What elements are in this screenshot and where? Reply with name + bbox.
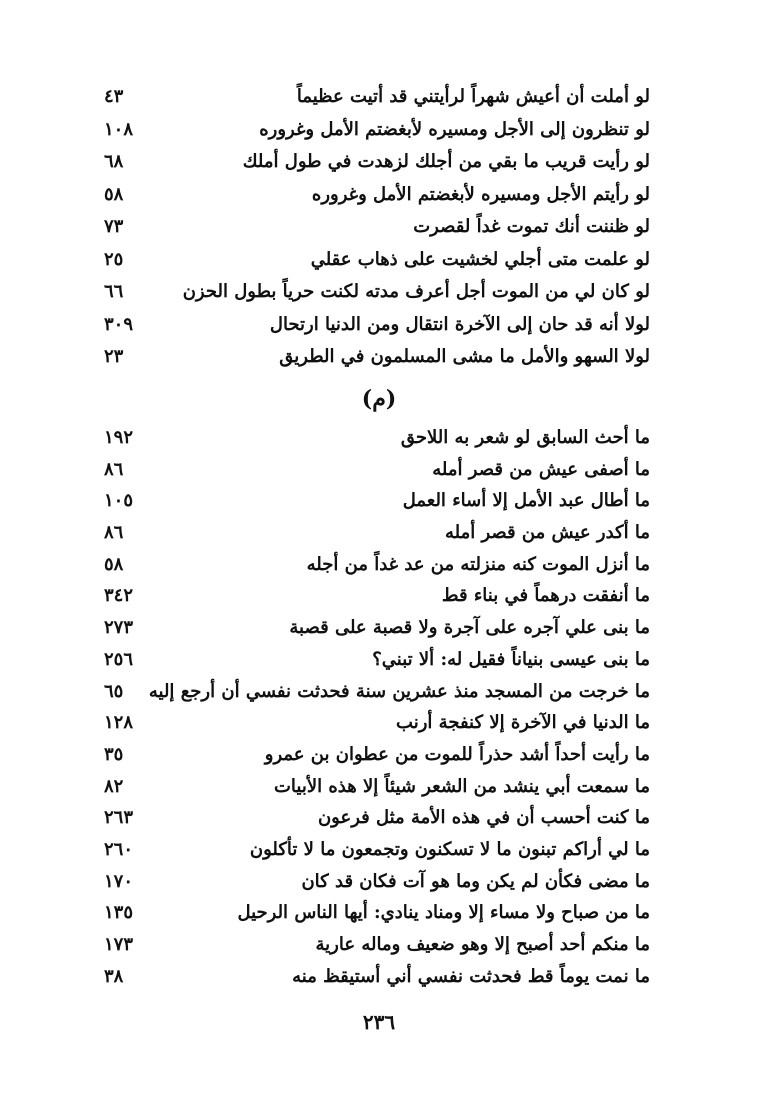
entry-text: ما بنى علي آجره على آجرة ولا قصبة على قصبة <box>289 617 650 639</box>
entry-text: ما خرجت من المسجد منذ عشرين سنة فحدثت نفسي أن أرجع إليه <box>148 680 650 702</box>
entry-text: لو أملت أن أعيش شهراً لرأيتني قد أتيت عظيماً <box>296 86 650 107</box>
entry-text: ما سمعت أبي ينشد من الشعر شيئاً إلا هذه الأبيات <box>273 775 650 797</box>
index-entry <box>0 803 758 835</box>
page-number: ٢٣٦ <box>362 1010 396 1034</box>
entry-text: لو تنظرون إلى الأجل ومسيره لأبغضتم الأمل وغروره <box>259 118 650 140</box>
index-entry <box>0 147 758 180</box>
entry-page-number: ١٠٨ <box>104 118 134 140</box>
entry-text: لو رأيتم الأجل ومسيره لأبغضتم الأمل وغروره <box>311 183 650 205</box>
entry-page-number: ٦٨ <box>104 151 124 172</box>
entry-page-number: ٦٦ <box>104 281 124 302</box>
index-entry <box>0 962 758 994</box>
entry-text: لو رأيت قريب ما بقي من أجلك لزهدت في طول أملك <box>242 151 650 172</box>
index-entry <box>0 82 758 115</box>
entry-text: ما لي أراكم تبنون ما لا تسكنون وتجمعون ما لا تأكلون <box>249 838 650 860</box>
entry-text: ما منكم أحد أصبح إلا وهو ضعيف وماله عارية <box>315 934 650 955</box>
entry-page-number: ١٠٥ <box>104 490 134 512</box>
entry-text: لولا أنه قد حان إلى الآخرة انتقال ومن الدنيا ارتحال <box>269 313 650 335</box>
index-section-meem <box>0 423 758 993</box>
entry-text: لو ظننت أنك تموت غداً لقصرت <box>413 216 650 237</box>
index-entry <box>0 645 758 677</box>
entry-page-number: ٢٣ <box>104 346 124 367</box>
entry-page-number: ٥٨ <box>104 183 124 205</box>
entry-page-number: ١٣٥ <box>104 902 134 924</box>
index-entry <box>0 708 758 740</box>
entry-text: لو كان لي من الموت أجل أعرف مدته لكنت حرياً بطول الحزن <box>182 281 650 302</box>
index-entry <box>0 455 758 487</box>
index-entry <box>0 867 758 899</box>
index-section-lam <box>0 82 758 375</box>
entry-page-number: ٣٤٢ <box>104 585 134 607</box>
index-entry <box>0 486 758 518</box>
index-entry <box>0 835 758 867</box>
entry-text: ما من صباح ولا مساء إلا ومناد ينادي: أيها الناس الرحيل <box>237 902 650 924</box>
index-entry <box>0 930 758 962</box>
entry-text: ما أكدر عيش من قصر أمله <box>444 522 650 544</box>
entry-page-number: ٣٨ <box>104 965 124 987</box>
entry-text: ما كنت أحسب أن في هذه الأمة مثل فرعون <box>317 807 650 829</box>
entry-page-number: ٢٦٠ <box>104 838 134 860</box>
entry-text: ما أحث السابق لو شعر به اللاحق <box>400 427 650 448</box>
index-entry <box>0 277 758 310</box>
index-entry <box>0 772 758 804</box>
index-entry <box>0 613 758 645</box>
entry-page-number: ٨٢ <box>104 775 124 797</box>
index-entry <box>0 581 758 613</box>
entry-text: ما رأيت أحداً أشد حذراً للموت من عطوان بن عمرو <box>264 743 650 765</box>
entry-page-number: ١٢٨ <box>104 712 134 734</box>
index-entry <box>0 677 758 709</box>
entry-page-number: ٨٦ <box>104 522 124 544</box>
entry-page-number: ١٧٣ <box>104 934 134 955</box>
index-entry <box>0 342 758 375</box>
entry-page-number: ١٧٠ <box>104 870 134 892</box>
entry-text: ما نمت يوماً قط فحدثت نفسي أني أستيقظ منه <box>292 965 650 987</box>
entry-text: ما أصفى عيش من قصر أمله <box>432 458 650 480</box>
index-entry <box>0 212 758 245</box>
index-entry <box>0 550 758 582</box>
entry-text: ما أطال عبد الأمل إلا أساء العمل <box>402 490 650 512</box>
index-entry <box>0 310 758 343</box>
entry-text: ما بنى عيسى بنياناً فقيل له: ألا تبني؟ <box>372 648 650 670</box>
entry-page-number: ٧٣ <box>104 216 124 237</box>
entry-page-number: ١٩٢ <box>104 427 134 448</box>
entry-page-number: ٥٨ <box>104 553 124 575</box>
index-entry <box>0 180 758 213</box>
index-entry <box>0 740 758 772</box>
entry-page-number: ٣٥ <box>104 743 124 765</box>
section-heading-meem: (م) <box>361 386 397 412</box>
entry-page-number: ٤٣ <box>104 86 124 107</box>
entry-page-number: ٢٧٣ <box>104 617 134 639</box>
index-entry <box>0 423 758 455</box>
index-entry <box>0 898 758 930</box>
index-entry <box>0 245 758 278</box>
entry-page-number: ٢٥ <box>104 248 124 270</box>
index-entry <box>0 518 758 550</box>
entry-page-number: ٢٦٣ <box>104 807 134 829</box>
index-entry <box>0 115 758 148</box>
entry-page-number: ٦٥ <box>104 680 124 702</box>
entry-text: لولا السهو والأمل ما مشى المسلمون في الطريق <box>279 346 650 367</box>
entry-text: لو علمت متى أجلي لخشيت على ذهاب عقلي <box>310 248 650 270</box>
entry-text: ما مضى فكأن لم يكن وما هو آت فكان قد كان <box>301 870 650 892</box>
entry-text: ما الدنيا في الآخرة إلا كنفجة أرنب <box>396 712 650 734</box>
entry-page-number: ٣٠٩ <box>104 313 134 335</box>
entry-text: ما أنفقت درهماً في بناء قط <box>441 585 650 607</box>
entry-text: ما أنزل الموت كنه منزلته من عد غداً من أجله <box>306 553 650 575</box>
entry-page-number: ٢٥٦ <box>104 648 134 670</box>
entry-page-number: ٨٦ <box>104 458 124 480</box>
